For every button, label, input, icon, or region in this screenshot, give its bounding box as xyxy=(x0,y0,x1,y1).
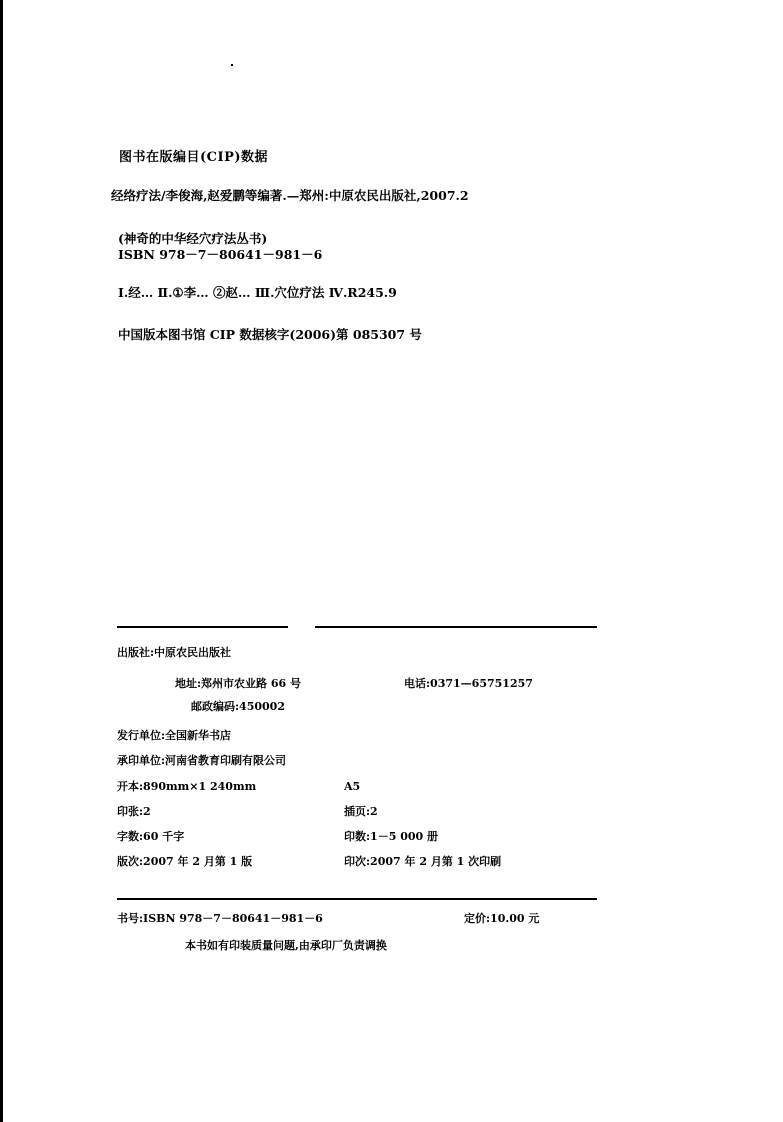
printer-line: 承印单位:河南省教育印刷有限公司 xyxy=(117,754,287,767)
cip-subject-headings: Ⅰ.经… Ⅱ.①李… ②赵… Ⅲ.穴位疗法 Ⅳ.R245.9 xyxy=(118,285,397,300)
page-left-border xyxy=(0,0,3,1122)
divider-top-left xyxy=(117,626,288,628)
print-run-line: 印数:1－5 000 册 xyxy=(344,830,438,843)
book-number-line: 书号:ISBN 978－7－80641－981－6 xyxy=(117,912,323,925)
cip-bibliographic-entry: 经络疗法/李俊海,赵爱鹏等编著.—郑州:中原农民出版社,2007.2 xyxy=(111,188,469,203)
edition-line: 版次:2007 年 2 月第 1 版 xyxy=(117,855,253,868)
distributor-line: 发行单位:全国新华书店 xyxy=(117,729,232,742)
phone-line: 电话:0371—65751257 xyxy=(404,677,533,690)
format-line: 开本:890mm×1 240mm xyxy=(117,780,257,793)
cip-isbn: ISBN 978－7－80641－981－6 xyxy=(118,247,323,262)
cip-record-number: 中国版本图书馆 CIP 数据核字(2006)第 085307 号 xyxy=(118,327,422,342)
cip-title: 图书在版编目(CIP)数据 xyxy=(119,150,269,165)
sheets-line: 印张:2 xyxy=(117,805,151,818)
address-line: 地址:郑州市农业路 66 号 xyxy=(175,677,302,690)
quality-notice: 本书如有印装质量问题,由承印厂负责调换 xyxy=(185,939,387,952)
price-line: 定价:10.00 元 xyxy=(464,912,540,925)
publisher-line: 出版社:中原农民出版社 xyxy=(117,646,232,659)
word-count-line: 字数:60 千字 xyxy=(117,830,185,843)
printing-line: 印次:2007 年 2 月第 1 次印刷 xyxy=(344,855,502,868)
cip-series: (神奇的中华经穴疗法丛书) xyxy=(118,231,268,246)
divider-bottom xyxy=(117,898,597,900)
postal-code-line: 邮政编码:450002 xyxy=(191,700,285,713)
format-size: A5 xyxy=(344,780,361,793)
divider-top-right xyxy=(315,626,597,628)
scan-speck xyxy=(231,64,233,66)
plates-line: 插页:2 xyxy=(344,805,378,818)
